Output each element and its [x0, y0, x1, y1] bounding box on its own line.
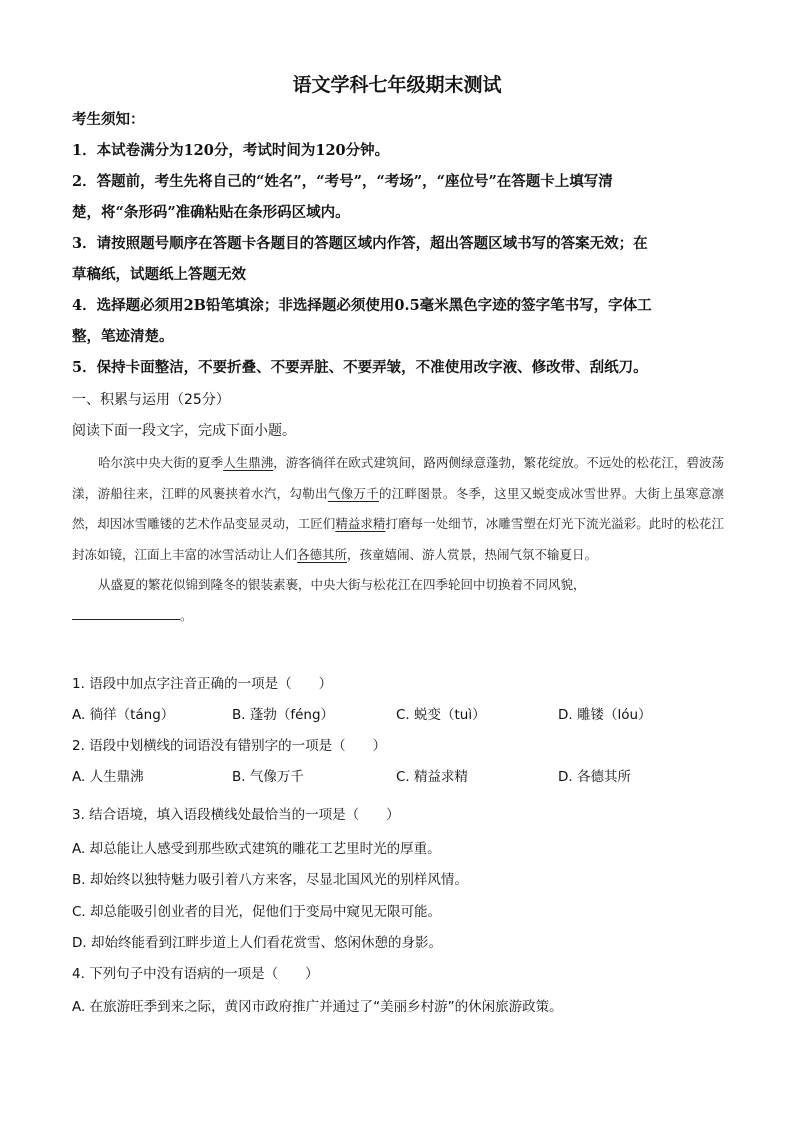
passage-text: 的江畔图景。冬季，这里又蜕变成冰雪世界。大街上虽寒意凛然，却因冰雪雕镂的艺术作品变显灵动，工匠们	[72, 485, 724, 531]
question-2-stem: 2. 语段中划横线的词语没有错别字的一项是（ ）	[72, 738, 387, 754]
notice-heading: 考生须知：	[72, 111, 145, 128]
underlined-phrase-2: 气像万千	[327, 485, 379, 501]
underlined-phrase-3: 精益求精	[335, 516, 386, 531]
option-b[interactable]: B. 蓬勃（féng）	[232, 707, 335, 723]
passage-text: ，孩童嬉闹、游人赏景，热闹气氛不输夏日。	[347, 546, 598, 562]
section-title: 一、积累与运用（25分）	[72, 392, 230, 408]
passage-text: 。	[180, 607, 193, 623]
passage-text: 从盛夏的繁花似锦到隆冬的银装素裹，中央大街与松花江在四季轮回中切换着不同风貌，	[98, 577, 586, 592]
notice-line: 5．保持卡面整洁，不要折叠、不要弄脏、不要弄皱，不准使用改字液、修改带、刮纸刀。	[72, 359, 648, 376]
notice-line: 草稿纸，试题纸上答题无效	[72, 266, 246, 283]
passage-paragraph-2	[72, 570, 724, 601]
underlined-phrase-1: 人生鼎沸	[223, 455, 274, 470]
option-a[interactable]: A. 人生鼎沸	[72, 769, 144, 785]
underlined-phrase-4: 各德其所	[297, 546, 348, 562]
option-a[interactable]: A. 在旅游旺季到来之际，黄冈市政府推广并通过了“美丽乡村游”的休闲旅游政策。	[72, 999, 563, 1015]
notice-line: 4．选择题必须用2B铅笔填涂；非选择题必须使用0.5毫米黑色字迹的签字笔书写，字体工	[72, 297, 652, 314]
option-c[interactable]: C. 却总能吸引创业者的目光，促他们于变局中窥见无限可能。	[72, 904, 442, 920]
answer-blank[interactable]	[72, 605, 180, 620]
question-4-stem: 4. 下列句子中没有语病的一项是（ ）	[72, 966, 319, 982]
notice-line: 2．答题前，考生先将自己的“姓名”，“考号”，“考场”，“座位号”在答题卡上填写清	[72, 173, 613, 190]
option-b[interactable]: B. 却始终以独特魅力吸引着八方来客，尽显北国风光的别样风情。	[72, 872, 468, 888]
passage-text: 打磨每一处细节，冰雕雪塑在灯光下流光溢彩。此时的松花江封冻如镜，江面上丰富的冰雪活动让人们	[72, 516, 724, 562]
notice-line: 1．本试卷满分为120分，考试时间为120分钟。	[72, 142, 390, 159]
notice-line: 整，笔迹清楚。	[72, 328, 174, 345]
option-d[interactable]: D. 雕镂（lóu）	[558, 707, 652, 723]
exam-notice	[72, 104, 732, 383]
answer-blank-line	[72, 601, 724, 632]
option-d[interactable]: D. 却始终能看到江畔步道上人们看花赏雪、悠闲休憩的身影。	[72, 935, 442, 951]
option-b[interactable]: B. 气像万千	[232, 769, 304, 785]
passage-text: ，游客徜徉在欧式建筑间，路两侧绿意蓬勃，繁花绽放。不远处的松花江，碧波荡漾，游船往来，江畔的风裹挟着水汽，勾勒出	[72, 455, 724, 501]
passage-paragraph-1	[72, 448, 724, 570]
option-a[interactable]: A. 徜徉（táng）	[72, 707, 175, 723]
option-c[interactable]: C. 精益求精	[396, 769, 469, 785]
question-1-stem: 1. 语段中加点字注音正确的一项是（ ）	[72, 676, 333, 692]
option-a[interactable]: A. 却总能让人感受到那些欧式建筑的雕花工艺里时光的厚重。	[72, 841, 441, 857]
question-1-options	[72, 703, 732, 723]
question-3-stem: 3. 结合语境，填入语段横线处最恰当的一项是（ ）	[72, 807, 400, 823]
page-title: 语文学科七年级期末测试	[292, 74, 502, 96]
notice-line: 楚，将“条形码”准确粘贴在条形码区域内。	[72, 204, 350, 221]
question-2-options	[72, 765, 732, 785]
passage-text: 哈尔滨中央大街的夏季	[98, 455, 224, 470]
option-c[interactable]: C. 蜕变（tuì）	[396, 707, 486, 723]
notice-line: 3．请按照题号顺序在答题卡各题目的答题区域内作答，超出答题区域书写的答案无效；在	[72, 235, 648, 252]
reading-instruction: 阅读下面一段文字，完成下面小题。	[72, 423, 296, 439]
reading-passage	[72, 448, 724, 631]
option-d[interactable]: D. 各德其所	[558, 769, 631, 785]
